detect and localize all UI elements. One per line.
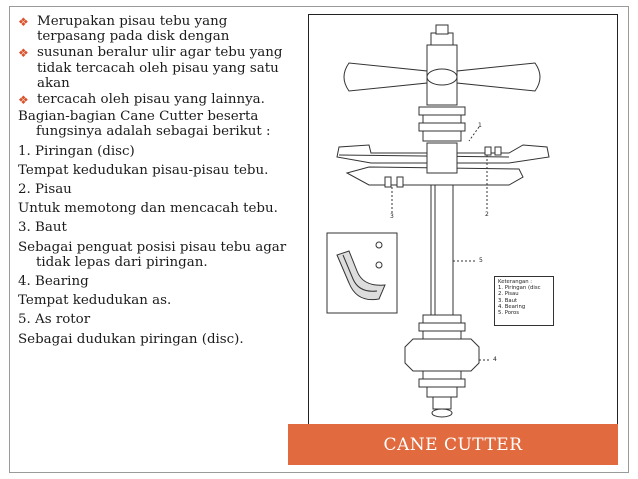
cane-cutter-drawing: [309, 15, 619, 433]
part-description: Sebagai penguat posisi pisau tebu agar tidak lepas dari piringan.: [18, 239, 287, 270]
part-description: Sebagai dudukan piringan (disc).: [18, 331, 244, 347]
bullet-marker-icon: ❖: [18, 46, 29, 61]
caption-text: CANE CUTTER: [383, 434, 523, 455]
intro-text: Bagian-bagian Cane Cutter beserta fungsinya adalah sebagai berikut :: [18, 109, 271, 140]
caption-banner: [288, 424, 618, 465]
legend-item: 3. Baut: [498, 297, 518, 304]
diagram-label-3: 3: [390, 213, 394, 220]
bullet-item: [18, 92, 293, 107]
legend-title: Keterangan :: [498, 279, 533, 285]
part-description: Untuk memotong dan mencacah tebu.: [18, 201, 278, 217]
part-name: 5. As rotor: [18, 312, 91, 328]
legend-item: 5. Poros: [498, 310, 520, 317]
legend-item: 4. Bearing: [498, 303, 526, 310]
cane-cutter-diagram: [308, 14, 618, 432]
text-column: [18, 14, 293, 351]
part-description: Tempat kedudukan as.: [18, 293, 172, 309]
part-name: 3. Baut: [18, 220, 67, 236]
bullet-marker-icon: ❖: [18, 15, 29, 29]
legend-item: 2. Pisau: [498, 291, 519, 298]
bullet-item: [18, 14, 293, 44]
bullet-item: [18, 45, 293, 91]
diagram-label-4: 4: [493, 356, 497, 363]
legend-item: 1. Piringan (disc: [498, 285, 541, 292]
part-name: 1. Piringan (disc): [18, 143, 135, 159]
bullet-text: susunan beralur ulir agar tebu yang tidak tercacah oleh pisau yang satu akan: [37, 45, 283, 91]
diagram-legend: [494, 276, 554, 326]
bullet-text: tercacah oleh pisau yang lainnya.: [37, 92, 265, 108]
diagram-label-5: 5: [479, 257, 483, 264]
bullet-text: Merupakan pisau tebu yang terpasang pada disk dengan: [37, 14, 230, 45]
diagram-label-2: 2: [485, 211, 489, 218]
diagram-label-1: 1: [478, 122, 482, 129]
part-name: 2. Pisau: [18, 182, 72, 198]
part-name: 4. Bearing: [18, 274, 89, 290]
bullet-marker-icon: ❖: [18, 93, 29, 108]
part-description: Tempat kedudukan pisau-pisau tebu.: [18, 162, 269, 178]
